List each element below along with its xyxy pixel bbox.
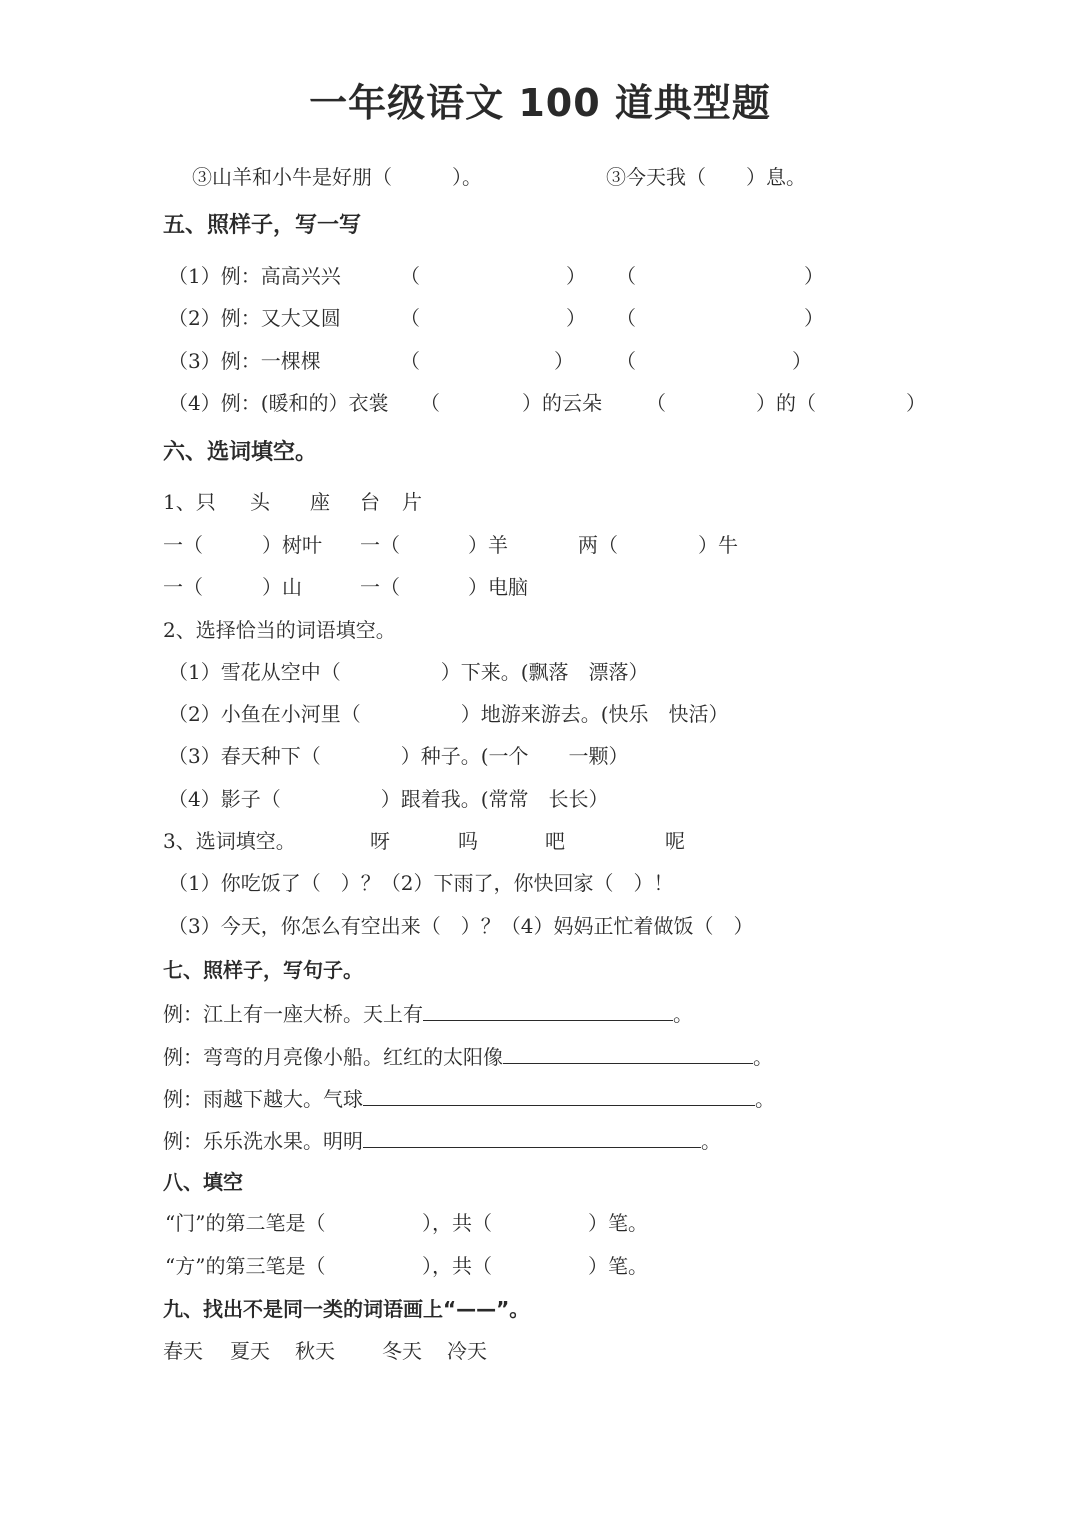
s5-row2-close-a: ）: [566, 306, 586, 330]
s7-item-2-text: 例：弯弯的月亮像小船。红红的太阳像: [163, 1045, 503, 1069]
top-line-right: ③今天我（ ）息。: [606, 165, 806, 189]
s6-q1-word-2: 座: [310, 490, 330, 514]
s5-row3-close-b: ）: [792, 349, 812, 373]
s7-item-4-end: 。: [701, 1129, 721, 1153]
s5-row1-open-b: （: [616, 264, 636, 288]
s5-row3-example: （3）例：一棵棵: [168, 349, 321, 373]
s5-row4-close-c: ）: [906, 391, 926, 415]
s5-row1-close-a: ）: [566, 264, 586, 288]
s6-q3-word-4: 呢: [665, 829, 685, 853]
s7-item-3: [163, 1083, 775, 1112]
s6-q1-r1-a: 一（: [163, 533, 203, 557]
s7-item-1-end: 。: [673, 1002, 693, 1026]
s5-row3-open-b: （: [616, 349, 636, 373]
s5-row2-close-b: ）: [804, 306, 824, 330]
s6-q1-r2-d: ）电脑: [468, 575, 528, 599]
s5-row4-close-a: ）的云朵: [522, 391, 602, 415]
section-7-heading: 七、照样子，写句子。: [163, 958, 363, 982]
s6-q2-item-3: （3）春天种下（ ）种子。(一个 一颗）: [168, 744, 629, 768]
s6-q3-word-2: 吗: [458, 829, 478, 853]
s5-row1-example: （1）例：高高兴兴: [168, 264, 341, 288]
s8-item-2-c: ）笔。: [588, 1254, 648, 1278]
s7-item-1-blank[interactable]: [423, 998, 673, 1021]
s6-q1-r2-c: 一（: [360, 575, 400, 599]
s6-q1-label: 1、只: [163, 490, 216, 514]
s8-item-2-b: ），共（: [422, 1254, 492, 1278]
s6-q3-row-2: （3）今天，你怎么有空出来（ ）？（4）妈妈正忙着做饭（ ）: [168, 914, 754, 938]
s7-item-4-text: 例：乐乐洗水果。明明: [163, 1129, 363, 1153]
s9-word-1: 春天: [163, 1339, 203, 1363]
s8-item-1-b: ），共（: [422, 1211, 492, 1235]
s9-word-2: 夏天: [230, 1339, 270, 1363]
s7-item-2-blank[interactable]: [503, 1041, 753, 1064]
s5-row2-example: （2）例：又大又圆: [168, 306, 341, 330]
s5-row4-open-a: （: [420, 391, 440, 415]
s6-q2-item-4: （4）影子（ ）跟着我。(常常 长长）: [168, 787, 609, 811]
s8-item-1-c: ）笔。: [588, 1211, 648, 1235]
s5-row3-close-a: ）: [554, 349, 574, 373]
s6-q2-item-1: （1）雪花从空中（ ）下来。(飘落 漂落）: [168, 660, 649, 684]
s7-item-1: [163, 998, 693, 1027]
top-line-left: ③山羊和小牛是好朋（ ）。: [192, 165, 482, 189]
s5-row1-open-a: （: [400, 264, 420, 288]
s5-row3-open-a: （: [400, 349, 420, 373]
s6-q1-r1-b: ）树叶: [262, 533, 322, 557]
s7-item-4: [163, 1125, 721, 1154]
s6-q1-r1-e: 两（: [578, 533, 618, 557]
s7-item-2: [163, 1041, 773, 1070]
s7-item-1-text: 例：江上有一座大桥。天上有: [163, 1002, 423, 1026]
s6-q2-label: 2、选择恰当的词语填空。: [163, 618, 396, 642]
section-8-heading: 八、填空: [163, 1170, 243, 1194]
s6-q1-r1-f: ）牛: [698, 533, 738, 557]
s9-word-3: 秋天: [295, 1339, 335, 1363]
s6-q1-r1-d: ）羊: [468, 533, 508, 557]
s5-row4-close-b: ）的（: [756, 391, 816, 415]
s6-q1-word-3: 台: [360, 490, 380, 514]
s5-row2-open-b: （: [616, 306, 636, 330]
s6-q2-item-2: （2）小鱼在小河里（ ）地游来游去。(快乐 快活）: [168, 702, 729, 726]
s9-word-4: 冬天: [382, 1339, 422, 1363]
s7-item-3-end: 。: [755, 1087, 775, 1111]
s5-row2-open-a: （: [400, 306, 420, 330]
s6-q1-r1-c: 一（: [360, 533, 400, 557]
s8-item-1-a: “门”的第二笔是（: [165, 1211, 326, 1235]
s7-item-2-end: 。: [753, 1045, 773, 1069]
s6-q1-word-1: 头: [250, 490, 270, 514]
s5-row4-open-b: （: [646, 391, 666, 415]
s5-row4-example: （4）例：(暖和的）衣裳: [168, 391, 389, 415]
s6-q3-word-3: 吧: [545, 829, 565, 853]
section-9-heading: 九、找出不是同一类的词语画上“——”。: [163, 1297, 530, 1321]
s9-word-5: 冷天: [447, 1339, 487, 1363]
s5-row1-close-b: ）: [804, 264, 824, 288]
s6-q1-word-4: 片: [402, 490, 422, 514]
s7-item-3-text: 例：雨越下越大。气球: [163, 1087, 363, 1111]
s7-item-4-blank[interactable]: [363, 1125, 701, 1148]
section-5-heading: 五、照样子，写一写: [163, 213, 362, 238]
section-6-heading: 六、选词填空。: [163, 440, 318, 465]
s6-q3-word-1: 呀: [370, 829, 390, 853]
s6-q1-r2-b: ）山: [262, 575, 302, 599]
s8-item-2-a: “方”的第三笔是（: [165, 1254, 326, 1278]
s6-q3-row-1: （1）你吃饭了（ ）？（2）下雨了，你快回家（ ）！: [168, 871, 674, 895]
s7-item-3-blank[interactable]: [363, 1083, 755, 1106]
s6-q1-r2-a: 一（: [163, 575, 203, 599]
s6-q3-label: 3、选词填空。: [163, 829, 296, 853]
page-title: 一年级语文 100 道典型题: [309, 81, 771, 125]
